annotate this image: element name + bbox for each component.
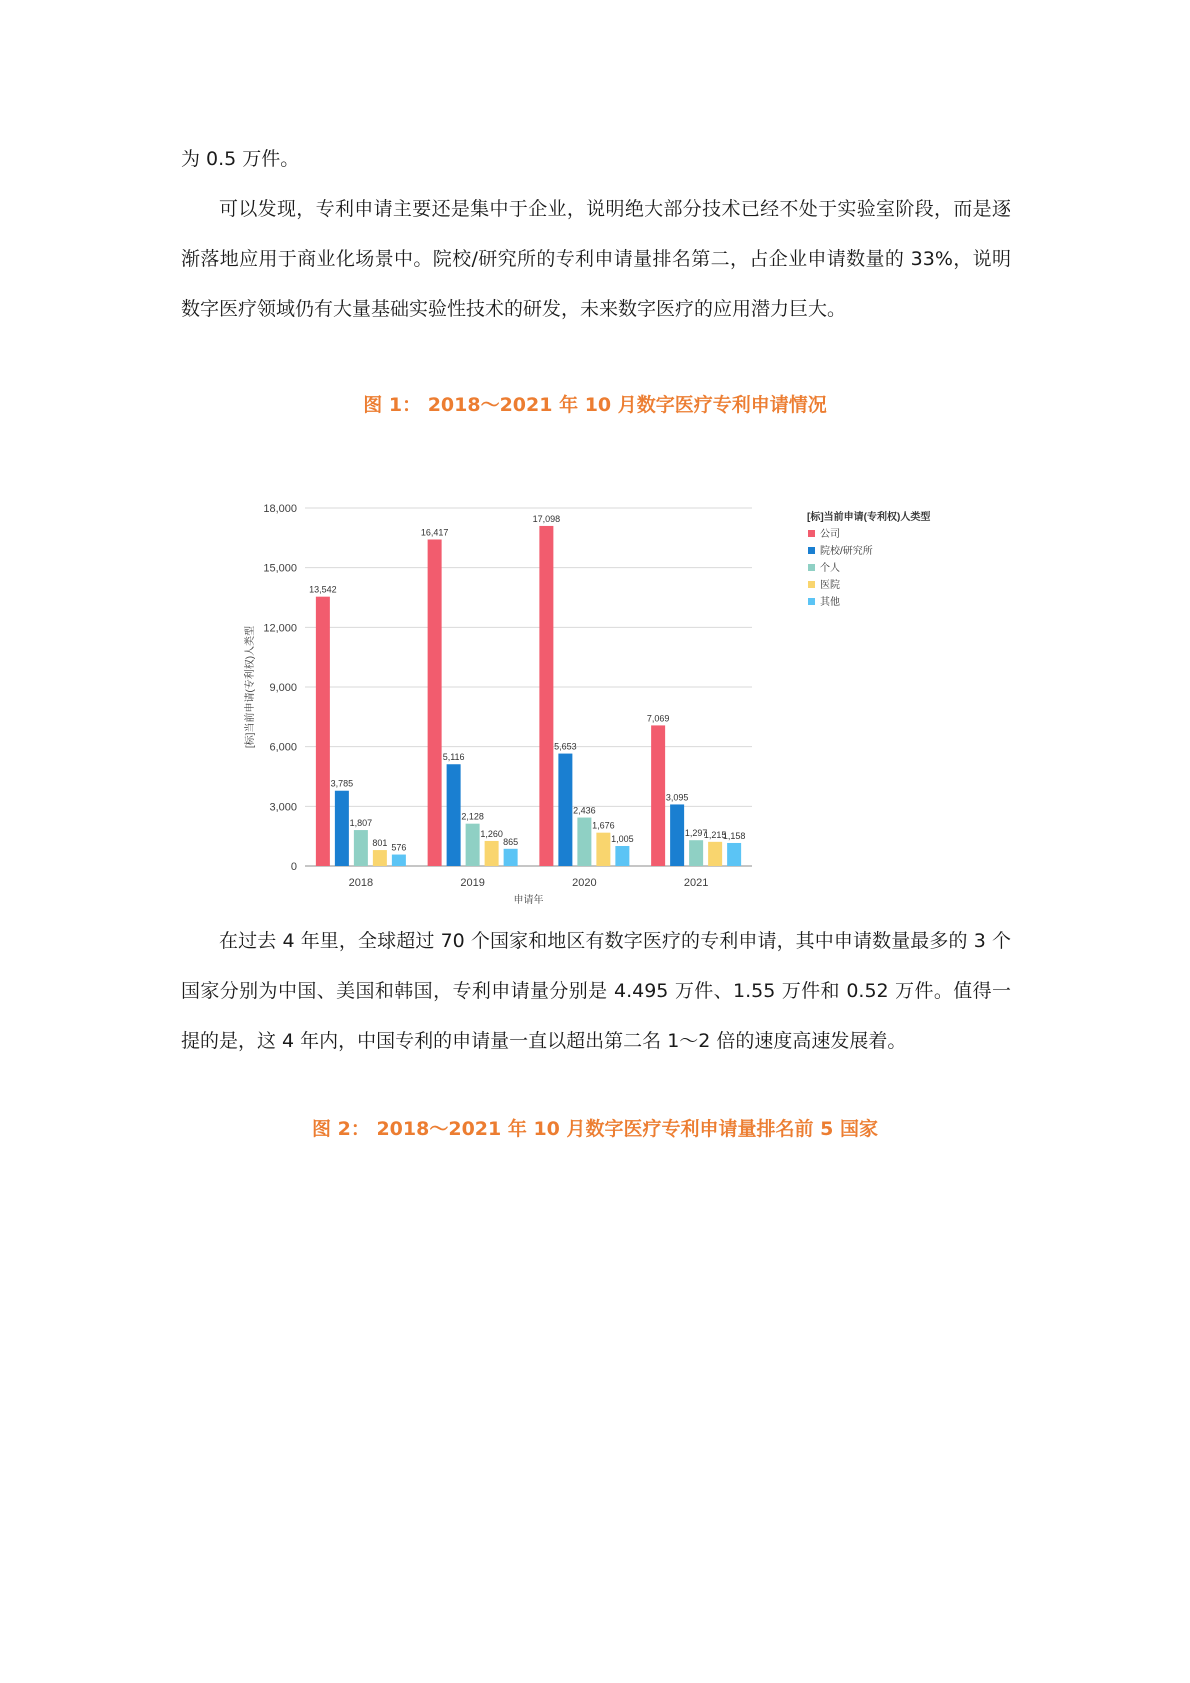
- bar-2020-3: [596, 833, 610, 866]
- y-tick-label: 12,000: [263, 622, 297, 635]
- bar-2021-2: [689, 840, 703, 866]
- x-tick-label: 2020: [572, 877, 597, 889]
- data-label: 1,215: [703, 829, 727, 840]
- bar-2018-4: [392, 855, 406, 866]
- legend-swatch: [808, 564, 815, 571]
- legend-swatch: [808, 581, 815, 588]
- bar-2019-3: [485, 841, 499, 866]
- data-label: 1,158: [722, 830, 746, 841]
- data-label: 1,676: [592, 820, 615, 831]
- data-label: 1,260: [480, 828, 503, 839]
- bar-2021-1: [670, 804, 684, 866]
- x-axis-title: 申请年: [513, 895, 544, 906]
- bar-2018-0: [316, 597, 330, 866]
- bar-2021-0: [651, 725, 665, 866]
- legend-swatch: [808, 530, 815, 537]
- legend-label: 公司: [820, 529, 840, 540]
- paragraph-analysis: 可以发现，专利申请主要还是集中于企业，说明绝大部分技术已经不处于实验室阶段，而是逐渐落地应用于商业化场景中。院校/研究所的专利申请量排名第二，占企业申请数量的 33%，说明数字医疗领域仍有大量基础实验性技术的研发，未来数字医疗的应用潜力巨大。: [181, 198, 1011, 320]
- data-label: 3,785: [330, 778, 354, 789]
- legend-label: 个人: [820, 563, 840, 574]
- data-label: 1,297: [684, 828, 708, 839]
- legend-label: 其他: [820, 597, 840, 608]
- y-tick-label: 3,000: [269, 801, 297, 814]
- bar-2020-2: [577, 818, 591, 866]
- paragraph-intro-tail: 为 0.5 万件。: [181, 148, 300, 170]
- data-label: 1,807: [349, 818, 373, 829]
- y-axis-title: [标]当前申请(专利权)人类型: [245, 625, 256, 749]
- data-label: 17,098: [532, 513, 561, 524]
- data-label: 1,005: [611, 834, 634, 845]
- data-label: 16,417: [420, 527, 449, 538]
- bar-2021-4: [727, 843, 741, 866]
- figure1-caption: 图 1： 2018～2021 年 10 月数字医疗专利申请情况: [363, 394, 827, 416]
- legend-swatch: [808, 547, 815, 554]
- x-tick-label: 2021: [683, 877, 709, 889]
- data-label: 576: [391, 842, 407, 853]
- x-tick-label: 2018: [348, 877, 374, 889]
- y-tick-label: 9,000: [269, 682, 297, 694]
- bar-2020-0: [539, 526, 553, 866]
- bar-2018-3: [373, 850, 387, 866]
- bar-2020-1: [558, 754, 572, 866]
- bar-2019-1: [447, 764, 461, 866]
- bar-2018-2: [354, 830, 368, 866]
- y-tick-label: 6,000: [269, 741, 297, 754]
- bar-2018-1: [335, 791, 349, 866]
- data-label: 3,095: [665, 792, 689, 803]
- figure2-caption: 图 2： 2018～2021 年 10 月数字医疗专利申请量排名前 5 国家: [312, 1118, 878, 1140]
- x-tick-label: 2019: [460, 877, 485, 889]
- data-label: 865: [503, 836, 519, 847]
- y-tick-label: 15,000: [263, 562, 297, 575]
- legend-label: 医院: [820, 580, 840, 591]
- data-label: 801: [372, 838, 388, 849]
- bar-2020-4: [615, 846, 629, 866]
- bar-2021-3: [708, 842, 722, 866]
- legend-swatch: [808, 598, 815, 605]
- data-label: 5,116: [442, 752, 465, 763]
- bar-2019-4: [504, 849, 518, 866]
- legend-title: [标]当前申请(专利权)人类型: [807, 512, 931, 523]
- legend-label: 院校/研究所: [820, 546, 873, 557]
- data-label: 13,542: [309, 584, 337, 595]
- data-label: 2,436: [573, 805, 596, 816]
- y-tick-label: 0: [290, 861, 297, 873]
- data-label: 2,128: [461, 811, 484, 822]
- paragraph-countries: 在过去 4 年里，全球超过 70 个国家和地区有数字医疗的专利申请，其中申请数量最多的 3 个国家分别为中国、美国和韩国，专利申请量分别是 4.495 万件、1.55 万件和 0.52 万件。值得一提的是，这 4 年内，中国专利的申请量一直以超出第二名 1～2 倍的速度高速发展着。: [181, 930, 1011, 1052]
- data-label: 5,653: [554, 741, 577, 752]
- data-label: 7,069: [646, 713, 670, 724]
- bar-2019-2: [466, 824, 480, 866]
- y-tick-label: 18,000: [263, 503, 297, 515]
- bar-2019-0: [428, 539, 442, 866]
